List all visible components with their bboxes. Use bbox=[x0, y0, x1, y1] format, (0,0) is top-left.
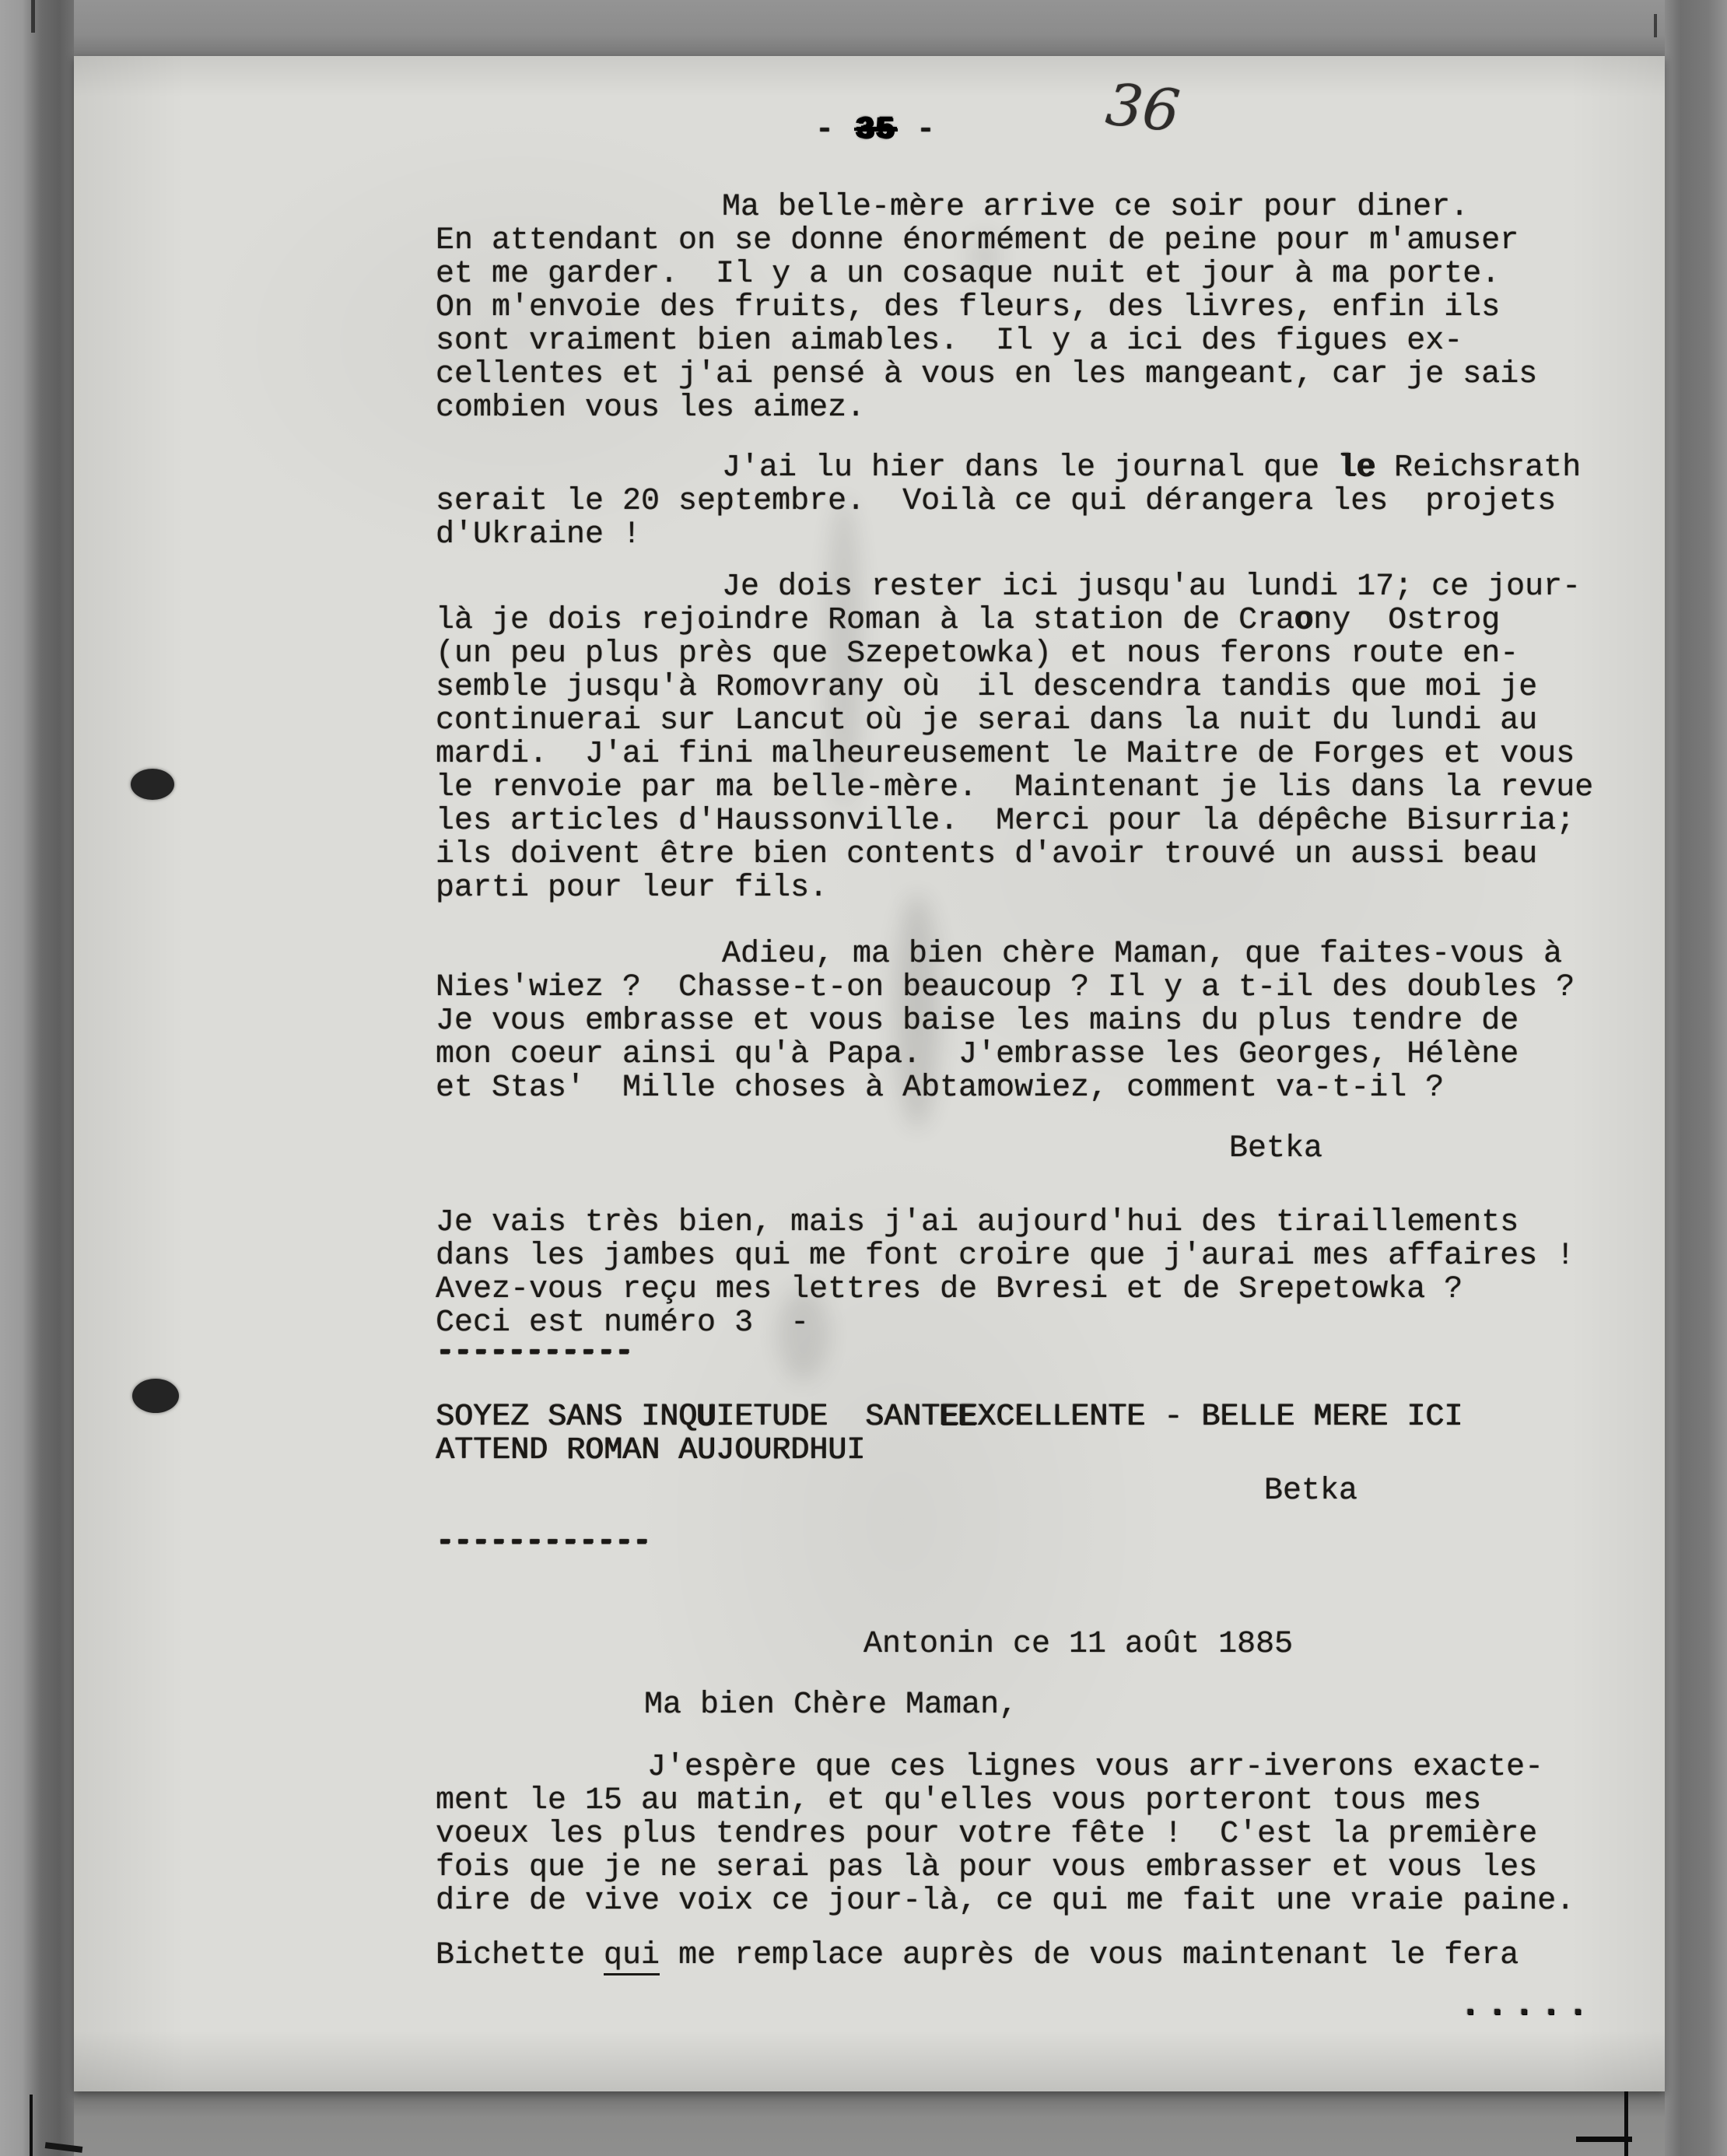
salutation: Ma bien Chère Maman, bbox=[644, 1688, 1018, 1723]
text-line: mon coeur ainsi qu'à Papa. J'embrasse les Georges, Hélène bbox=[436, 1037, 1519, 1072]
paragraph-fete bbox=[436, 1751, 1575, 1918]
text-line: On m'envoie des fruits, des fleurs, des livres, enfin ils bbox=[436, 290, 1501, 325]
text-line: Nies'wiez ? Chasse-t-on beaucoup ? Il y a t-il des doubles ? bbox=[436, 970, 1575, 1005]
dateline: Antonin ce 11 août 1885 bbox=[864, 1627, 1294, 1662]
text-line: Je vais très bien, mais j'ai aujourd'hui des tiraillements bbox=[436, 1205, 1519, 1240]
trailing-dots: ..... bbox=[1459, 1985, 1595, 2025]
text-line: là je dois rejoindre Roman à la station de Craony Ostrog bbox=[436, 603, 1501, 638]
text-line: continuerai sur Lancut où je serai dans la nuit du lundi au bbox=[436, 703, 1538, 738]
signature-betka-2: Betka bbox=[1264, 1474, 1358, 1509]
text-line: ment le 15 au matin, et qu'elles vous porteront tous mes bbox=[436, 1783, 1482, 1818]
paragraph-reichsrath bbox=[436, 451, 1581, 552]
text-line: et Stas' Mille choses à Abtamowiez, comment va-t-il ? bbox=[436, 1071, 1445, 1106]
hole-punch bbox=[132, 1379, 179, 1413]
film-edge-left bbox=[0, 0, 74, 2156]
text-line: En attendant on se donne énormément de peine pour m'amuser bbox=[436, 223, 1519, 258]
text-line: mardi. J'ai fini malheureusement le Maitre de Forges et vous bbox=[436, 737, 1575, 772]
paragraph-bichette bbox=[436, 1939, 1519, 1972]
film-scratch bbox=[1654, 14, 1657, 37]
overtyped-text: EE bbox=[940, 1400, 978, 1435]
text-line: Adieu, ma bien chère Maman, que faites-vous à bbox=[722, 937, 1563, 972]
text-line: combien vous les aimez. bbox=[436, 391, 866, 426]
separator-dashes-1: ----------- bbox=[436, 1334, 633, 1369]
text-line: Avez-vous reçu mes lettres de Bvresi et de Srepetowka ? bbox=[436, 1272, 1463, 1307]
text-line: Je dois rester ici jusqu'au lundi 17; ce jour- bbox=[722, 570, 1582, 605]
typed-page-number: - 35 - bbox=[815, 113, 937, 148]
film-scratch bbox=[31, 0, 35, 33]
text-line: dire de vive voix ce jour-là, ce qui me fait une vraie paine. bbox=[436, 1884, 1575, 1919]
text-line: parti pour leur fils. bbox=[436, 871, 828, 906]
paragraph-postscript bbox=[436, 1206, 1575, 1340]
separator-dashes-2: ------------ bbox=[436, 1524, 651, 1559]
text-line: cellentes et j'ai pensé à vous en les mangeant, car je sais bbox=[436, 357, 1538, 392]
film-edge-bottom bbox=[0, 2091, 1727, 2156]
text-line: J'ai lu hier dans le journal que le Reichsrath bbox=[722, 450, 1582, 486]
overtyped-text: le bbox=[1338, 450, 1376, 486]
text-line: Bichette qui me remplace auprès de vous maintenant le fera bbox=[436, 1939, 1519, 1972]
hole-punch bbox=[131, 769, 174, 800]
text-line: sont vraiment bien aimables. Il y a ici des figues ex- bbox=[436, 324, 1463, 359]
text-line: d'Ukraine ! bbox=[436, 517, 642, 552]
film-scratch bbox=[1624, 2091, 1628, 2156]
text-line: SOYEZ SANS INQUIETUDE SANTEEXCELLENTE - BELLE MERE ICI bbox=[436, 1400, 1463, 1435]
signature-betka-1: Betka bbox=[1229, 1131, 1323, 1166]
film-scratch bbox=[30, 2095, 33, 2156]
text-line: (un peu plus près que Szepetowka) et nous ferons route en- bbox=[436, 636, 1519, 671]
text-line: et me garder. Il y a un cosaque nuit et jour à ma porte. bbox=[436, 257, 1501, 292]
underlined-word: qui bbox=[604, 1938, 660, 1975]
text-line: Ceci est numéro 3 - bbox=[436, 1306, 810, 1341]
film-corner-mark bbox=[1576, 2137, 1632, 2142]
paragraph-adieu bbox=[436, 938, 1575, 1105]
telegram-text bbox=[436, 1401, 1463, 1467]
text-line: Ma belle-mère arrive ce soir pour diner. bbox=[722, 190, 1470, 225]
text-line: Je vous embrasse et vous baise les mains du plus tendre de bbox=[436, 1004, 1519, 1039]
overtyped-text: o bbox=[1294, 603, 1314, 638]
text-line: les articles d'Haussonville. Merci pour la dépêche Bisurria; bbox=[436, 804, 1575, 839]
text-line: voeux les plus tendres pour votre fête ! C'est la première bbox=[436, 1817, 1538, 1852]
text-line: fois que je ne serai pas là pour vous embrasser et vous les bbox=[436, 1850, 1538, 1885]
text-line: semble jusqu'à Romovrany où il descendra tandis que moi je bbox=[436, 670, 1538, 705]
text-line: J'espère que ces lignes vous arr-iverons exacte- bbox=[647, 1750, 1544, 1785]
text-line: ATTEND ROMAN AUJOURDHUI bbox=[436, 1433, 866, 1468]
overtyped-text: U bbox=[697, 1400, 716, 1435]
film-edge-right bbox=[1665, 0, 1727, 2156]
text-line: ils doivent être bien contents d'avoir trouvé un aussi beau bbox=[436, 837, 1538, 872]
paragraph-voyage bbox=[436, 570, 1593, 905]
handwritten-page-number: 36 bbox=[1102, 71, 1183, 145]
text-line: le renvoie par ma belle-mère. Maintenant je lis dans la revue bbox=[436, 770, 1594, 805]
text-line: serait le 20 septembre. Voilà ce qui dérangera les projets bbox=[436, 484, 1557, 519]
overstruck-page-number: 35 bbox=[856, 113, 897, 148]
paragraph-belle-mere bbox=[436, 191, 1537, 425]
text-line: dans les jambes qui me font croire que j'aurai mes affaires ! bbox=[436, 1239, 1575, 1274]
film-edge-top bbox=[0, 0, 1727, 58]
